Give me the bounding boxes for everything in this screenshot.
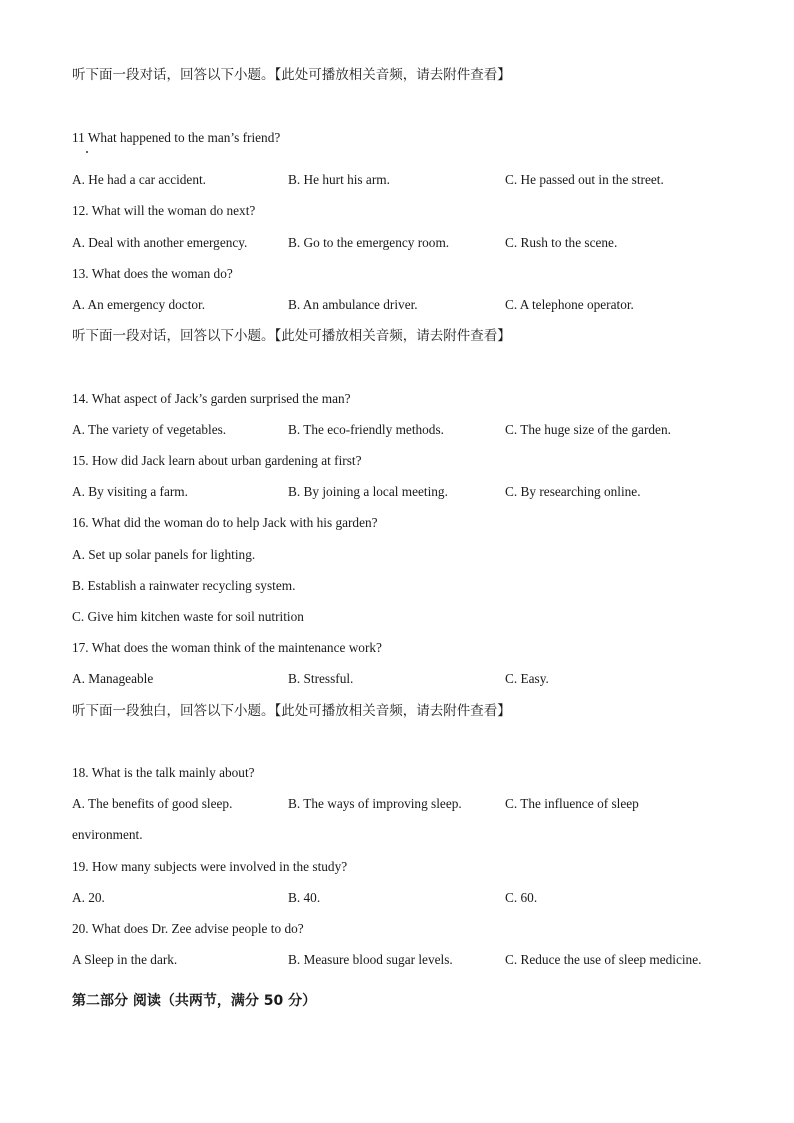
question-17-stem: 17. What does the woman think of the maintenance work? — [72, 640, 382, 655]
question-18-option-c-continued: environment. — [72, 827, 143, 842]
question-17-options — [72, 670, 732, 688]
option-c: C. He passed out in the street. — [505, 172, 664, 187]
option-b: B. By joining a local meeting. — [288, 484, 448, 499]
option-b: B. Stressful. — [288, 671, 354, 686]
option-b: B. Measure blood sugar levels. — [288, 952, 453, 967]
option-c: C. Rush to the scene. — [505, 235, 618, 250]
question-18-stem: 18. What is the talk mainly about? — [72, 765, 255, 780]
option-c: C. A telephone operator. — [505, 297, 634, 312]
option-b: B. An ambulance driver. — [288, 297, 418, 312]
option-a: A Sleep in the dark. — [72, 952, 178, 967]
option-a: A. An emergency doctor. — [72, 297, 206, 312]
question-15-stem: 15. How did Jack learn about urban gardening at first? — [72, 453, 362, 468]
option-a: A. 20. — [72, 890, 105, 905]
option-a: A. The variety of vegetables. — [72, 422, 227, 437]
section-heading: 第二部分 阅读（共两节，满分 50 分） — [72, 993, 317, 1009]
option-c: C. The influence of sleep — [505, 796, 639, 811]
option-a: A. The benefits of good sleep. — [72, 796, 233, 811]
question-16-option-b: B. Establish a rainwater recycling system. — [72, 578, 296, 593]
question-16-option-c: C. Give him kitchen waste for soil nutrition — [72, 609, 304, 624]
question-19-options — [72, 889, 732, 907]
option-c: C. 60. — [505, 890, 538, 905]
option-b: B. 40. — [288, 890, 321, 905]
option-a: A. He had a car accident. — [72, 172, 207, 187]
option-b: B. Go to the emergency room. — [288, 235, 450, 250]
option-c: C. By researching online. — [505, 484, 641, 499]
question-13-options — [72, 296, 732, 314]
question-13-stem: 13. What does the woman do? — [72, 266, 233, 281]
option-a: A. Manageable — [72, 671, 154, 686]
question-19-stem: 19. How many subjects were involved in the study? — [72, 859, 348, 874]
question-16-stem: 16. What did the woman do to help Jack with his garden? — [72, 515, 378, 530]
stray-dot — [86, 151, 88, 153]
question-18-options — [72, 795, 732, 813]
option-b: B. The ways of improving sleep. — [288, 796, 462, 811]
question-11-options — [72, 171, 732, 189]
option-b: B. The eco-friendly methods. — [288, 422, 444, 437]
question-20-stem: 20. What does Dr. Zee advise people to do? — [72, 921, 304, 936]
section-instruction-2: 听下面一段对话，回答以下小题。【此处可播放相关音频，请去附件查看】 — [72, 328, 511, 344]
section-instruction-1: 听下面一段对话，回答以下小题。【此处可播放相关音频，请去附件查看】 — [72, 67, 511, 83]
option-c: C. Easy. — [505, 671, 549, 686]
question-15-options — [72, 483, 732, 501]
question-20-options — [72, 951, 732, 969]
option-a: A. Deal with another emergency. — [72, 235, 248, 250]
question-11-stem: 11 What happened to the man’s friend? — [72, 130, 281, 145]
question-12-options — [72, 234, 732, 252]
question-14-stem: 14. What aspect of Jack’s garden surprised the man? — [72, 391, 351, 406]
question-12-stem: 12. What will the woman do next? — [72, 203, 256, 218]
question-14-options — [72, 421, 732, 439]
section-instruction-3: 听下面一段独白，回答以下小题。【此处可播放相关音频，请去附件查看】 — [72, 703, 511, 719]
option-c: C. The huge size of the garden. — [505, 422, 671, 437]
option-c: C. Reduce the use of sleep medicine. — [505, 952, 702, 967]
question-16-option-a: A. Set up solar panels for lighting. — [72, 547, 256, 562]
option-a: A. By visiting a farm. — [72, 484, 188, 499]
option-b: B. He hurt his arm. — [288, 172, 390, 187]
